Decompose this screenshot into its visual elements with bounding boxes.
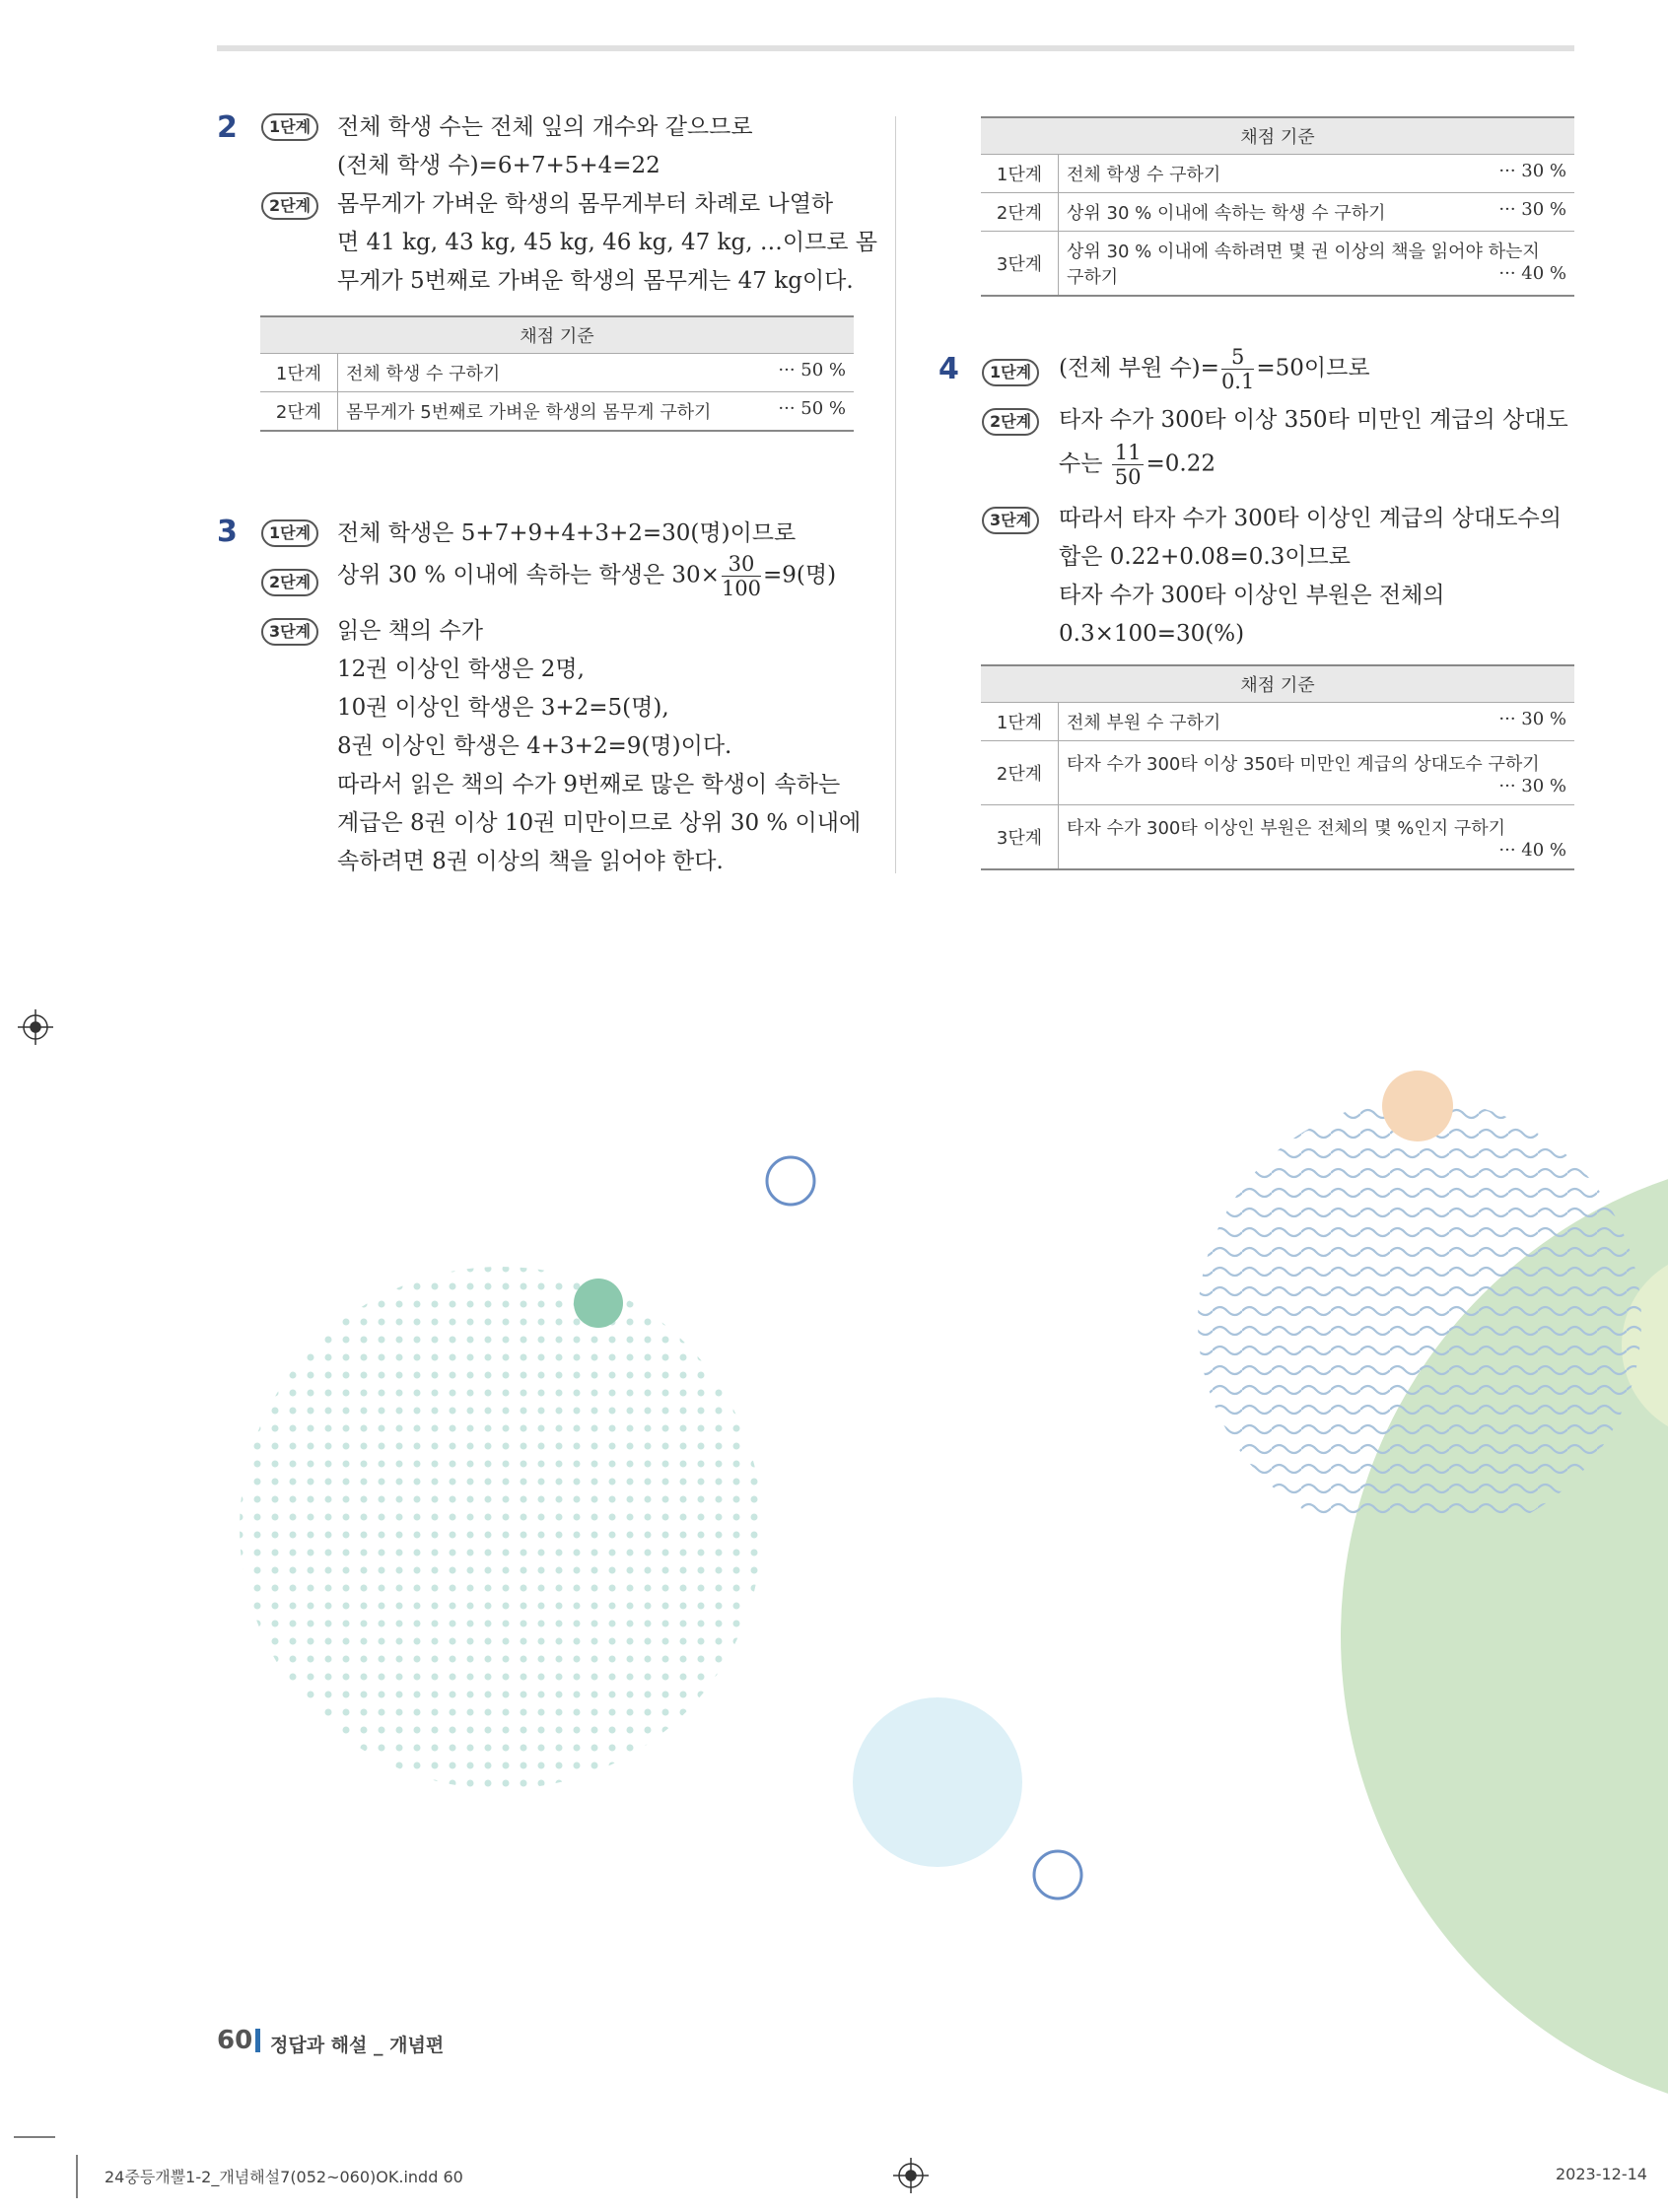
table-row: 1단계 전체 부원 수 구하기 ··· 30 % <box>981 703 1574 741</box>
problem-3-line1: 전체 학생은 5+7+9+4+3+2=30(명)이므로 <box>337 520 797 546</box>
table-row: 2단계 몸무게가 5번째로 가벼운 학생의 몸무게 구하기 ··· 50 % <box>260 392 854 432</box>
problem-2-line3: 몸무게가 가벼운 학생의 몸무게부터 차례로 나열하 <box>337 191 834 217</box>
top-rule <box>217 45 1574 51</box>
problem-2-number: 2 <box>217 110 238 145</box>
registration-mark-left <box>18 1009 53 1045</box>
table-row: 3단계 상위 30 % 이내에 속하려면 몇 권 이상의 책을 읽어야 하는지 구하기 ··· 40 % <box>981 232 1574 297</box>
problem-3-step2-badge: 2단계 <box>261 569 318 596</box>
problem-4-number: 4 <box>938 352 959 386</box>
problem-4-line5: 합은 0.22+0.08=0.3이므로 <box>1059 544 1351 570</box>
registration-mark-bottom <box>893 2158 929 2193</box>
green-dot <box>574 1279 623 1328</box>
problem-3-line2: 상위 30 % 이내에 속하는 학생은 30× $\frac{30}{100}$ =9(명) <box>337 552 837 600</box>
problem-3-line8: 계급은 8권 이상 10권 미만이므로 상위 30 % 이내에 <box>337 810 862 836</box>
dot-pattern <box>227 1262 779 1814</box>
grading-header: 채점 기준 <box>981 117 1574 155</box>
table-row: 2단계 상위 30 % 이내에 속하는 학생 수 구하기 ··· 30 % <box>981 193 1574 232</box>
problem-4-line3: 수는 $\frac{11}{50}$ =0.22 <box>1059 441 1216 489</box>
slug-date: 2023-12-14 <box>1556 2165 1647 2183</box>
problem-4-step1-badge: 1단계 <box>982 359 1039 386</box>
problem-4-grading-table <box>981 664 1574 870</box>
grading-header: 채점 기준 <box>260 316 854 354</box>
problem-3-line4: 12권 이상인 학생은 2명, <box>337 657 585 682</box>
problem-2-grading-table <box>260 315 854 432</box>
problem-3-line7: 따라서 읽은 책의 수가 9번째로 많은 학생이 속하는 <box>337 772 841 797</box>
problem-3-number: 3 <box>217 515 238 549</box>
fraction-5-0.1: $\frac{5}{0.1}$ <box>1220 345 1255 393</box>
problem-2-line2: (전체 학생 수)=6+7+5+4=22 <box>337 153 660 178</box>
slug-filename: 24중등개뿔1-2_개념해설7(052~060)OK.indd 60 <box>104 2168 463 2186</box>
light-blue-circle <box>853 1697 1022 1867</box>
problem-3-grading-table <box>981 116 1574 297</box>
problem-3-step1-badge: 1단계 <box>261 519 318 547</box>
problem-4-line2: 타자 수가 300타 이상 350타 미만인 계급의 상대도 <box>1059 407 1568 433</box>
problem-2-line5: 무게가 5번째로 가벼운 학생의 몸무게는 47 kg이다. <box>337 268 854 294</box>
problem-4-line4: 따라서 타자 수가 300타 이상인 계급의 상대도수의 <box>1059 506 1562 531</box>
problem-4-step2-badge: 2단계 <box>982 408 1039 436</box>
table-row: 1단계 전체 학생 수 구하기 ··· 30 % <box>981 155 1574 193</box>
problem-3-line9: 속하려면 8권 이상의 책을 읽어야 한다. <box>337 849 724 874</box>
problem-2-step1-badge: 1단계 <box>261 113 318 141</box>
problem-4-line7: 0.3×100=30(%) <box>1059 621 1245 647</box>
ring-circle-bottom <box>1034 1851 1081 1899</box>
ring-circle-top <box>767 1157 814 1205</box>
problem-2-line1: 전체 학생 수는 전체 잎의 개수와 같으므로 <box>337 114 753 140</box>
page-number: 60 <box>217 2026 253 2055</box>
grading-header: 채점 기준 <box>981 665 1574 703</box>
problem-4-line6: 타자 수가 300타 이상인 부원은 전체의 <box>1059 583 1445 608</box>
problem-2-step2-badge: 2단계 <box>261 192 318 220</box>
problem-3-line3: 읽은 책의 수가 <box>337 618 483 644</box>
problem-3-line5: 10권 이상인 학생은 3+2=5(명), <box>337 695 669 721</box>
peach-circle <box>1382 1071 1453 1141</box>
fraction-11-50: $\frac{11}{50}$ <box>1112 441 1145 489</box>
footer-accent-bar <box>255 2029 260 2052</box>
fraction-30-100: $\frac{30}{100}$ <box>721 552 762 600</box>
problem-4-line1: (전체 부원 수)= $\frac{5}{0.1}$ =50이므로 <box>1059 345 1370 393</box>
table-row: 2단계 타자 수가 300타 이상 350타 미만인 계급의 상대도수 구하기 ··· 30 % <box>981 741 1574 805</box>
column-divider <box>895 116 896 873</box>
table-row: 3단계 타자 수가 300타 이상인 부원은 전체의 몇 %인지 구하기 ··· 40 % <box>981 805 1574 870</box>
problem-4-step3-badge: 3단계 <box>982 507 1039 534</box>
table-row: 1단계 전체 학생 수 구하기 ··· 50 % <box>260 354 854 392</box>
problem-3-line6: 8권 이상인 학생은 4+3+2=9(명)이다. <box>337 733 732 759</box>
footer-title: 정답과 해설 _ 개념편 <box>270 2035 445 2056</box>
problem-3-step3-badge: 3단계 <box>261 618 318 646</box>
problem-2-line4: 면 41 kg, 43 kg, 45 kg, 46 kg, 47 kg, …이므로 몸 <box>337 230 878 255</box>
